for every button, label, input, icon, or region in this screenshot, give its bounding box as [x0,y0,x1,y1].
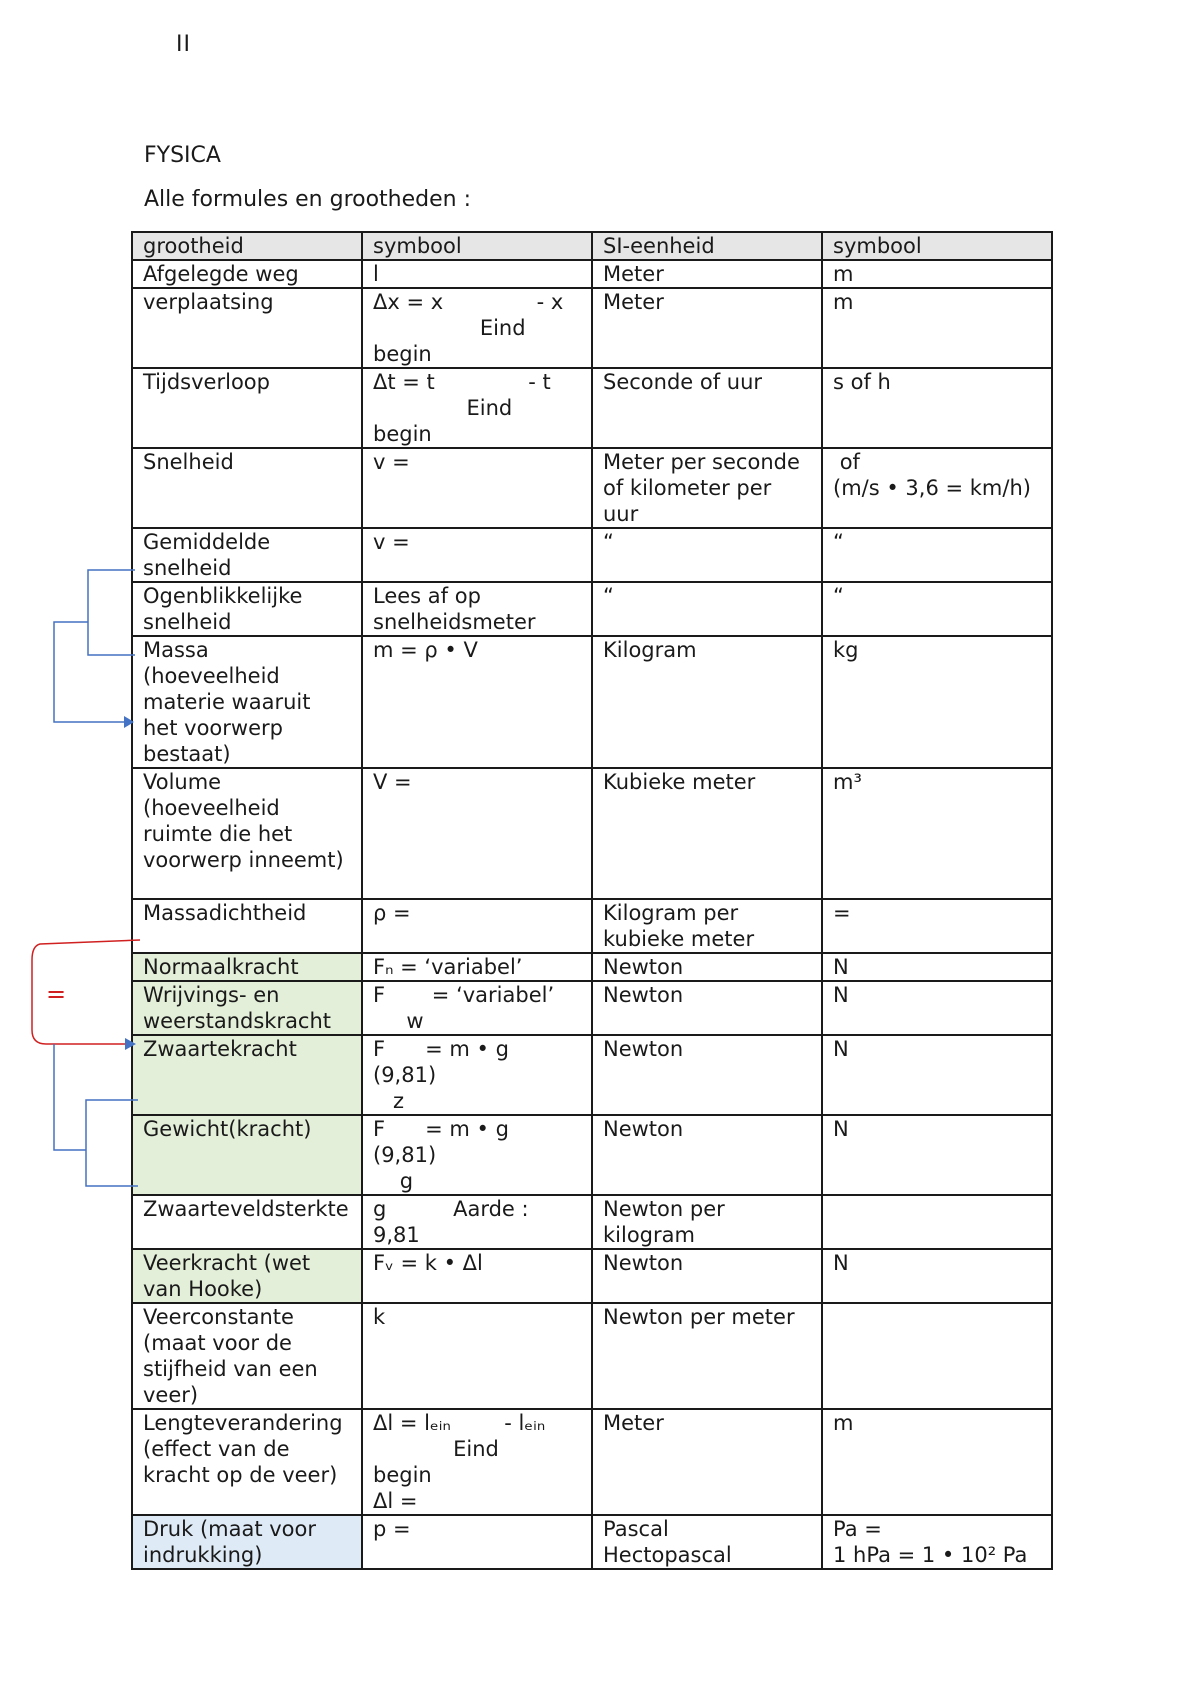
cell-eenheid-symbool: m [822,288,1052,368]
cell-si-eenheid: Newton [592,981,822,1035]
table-header-row [132,232,1052,260]
cell-eenheid-symbool: m³ [822,768,1052,899]
cell-symbool: F = m • g (9,81) g [362,1115,592,1195]
cell-eenheid-symbool: “ [822,582,1052,636]
cell-grootheid: Wrijvings- en weerstandskracht [132,981,362,1035]
formula-table [131,231,1053,1570]
header-grootheid: grootheid [132,232,362,260]
cell-si-eenheid: Meter per seconde of kilometer per uur [592,448,822,528]
table-row [132,448,1052,528]
cell-eenheid-symbool: m [822,260,1052,288]
cell-grootheid: Zwaarteveldsterkte [132,1195,362,1249]
cell-si-eenheid: Newton per kilogram [592,1195,822,1249]
cell-grootheid: Gewicht(kracht) [132,1115,362,1195]
cell-eenheid-symbool: N [822,1035,1052,1115]
table-row [132,1515,1052,1569]
cell-grootheid: Snelheid [132,448,362,528]
cell-symbool: F = ‘variabel’ w [362,981,592,1035]
table-row [132,1115,1052,1195]
cell-symbool: v = [362,448,592,528]
cell-eenheid-symbool: N [822,1249,1052,1303]
table-row [132,528,1052,582]
cell-grootheid: Afgelegde weg [132,260,362,288]
cell-si-eenheid: Kilogram [592,636,822,768]
cell-si-eenheid: Newton [592,953,822,981]
cell-eenheid-symbool: “ [822,528,1052,582]
cell-si-eenheid: “ [592,528,822,582]
cell-eenheid-symbool: N [822,1115,1052,1195]
cell-symbool: ρ = [362,899,592,953]
header-symbool: symbool [362,232,592,260]
table-row [132,260,1052,288]
cell-eenheid-symbool: m [822,1409,1052,1515]
cell-symbool: m = ρ • V [362,636,592,768]
cell-symbool: Δt = t - t Eind begin [362,368,592,448]
cell-grootheid: Lengteverandering (effect van de kracht op de veer) [132,1409,362,1515]
cell-grootheid: Gemiddelde snelheid [132,528,362,582]
table-row [132,1249,1052,1303]
cell-symbool: Fᵥ = k • Δl [362,1249,592,1303]
cell-si-eenheid: Newton [592,1249,822,1303]
cell-grootheid: Tijdsverloop [132,368,362,448]
cell-si-eenheid: Kilogram per kubieke meter [592,899,822,953]
equals-annotation: = [46,980,67,1008]
cell-grootheid: Druk (maat voor indrukking) [132,1515,362,1569]
cell-grootheid: Ogenblikkelijke snelheid [132,582,362,636]
cell-si-eenheid: Kubieke meter [592,768,822,899]
table-row [132,1303,1052,1409]
table-row [132,768,1052,899]
table-row [132,981,1052,1035]
cell-si-eenheid: Meter [592,1409,822,1515]
cell-symbool: g Aarde : 9,81 [362,1195,592,1249]
cell-symbool: l [362,260,592,288]
table-row [132,368,1052,448]
cell-eenheid-symbool: s of h [822,368,1052,448]
page-mark: II [176,32,191,57]
cell-eenheid-symbool: N [822,953,1052,981]
cell-grootheid: Massadichtheid [132,899,362,953]
cell-symbool: v = [362,528,592,582]
blue-bracket-gravity-weight [54,1044,138,1186]
cell-eenheid-symbool [822,1195,1052,1249]
cell-si-eenheid: Seconde of uur [592,368,822,448]
table-row [132,1409,1052,1515]
cell-si-eenheid: Newton per meter [592,1303,822,1409]
cell-symbool: Δl = lₑᵢₙ - lₑᵢₙ Eind begin Δl = [362,1409,592,1515]
cell-si-eenheid: Pascal Hectopascal [592,1515,822,1569]
cell-grootheid: Zwaartekracht [132,1035,362,1115]
cell-grootheid: Massa (hoeveelheid materie waaruit het voorwerp bestaat) [132,636,362,768]
cell-grootheid: Veerkracht (wet van Hooke) [132,1249,362,1303]
table-body [132,260,1052,1569]
table-row [132,582,1052,636]
cell-si-eenheid: Meter [592,260,822,288]
table-row [132,953,1052,981]
document-title: FYSICA [144,143,221,168]
cell-symbool: p = [362,1515,592,1569]
cell-si-eenheid: Newton [592,1115,822,1195]
cell-symbool: Δx = x - x Eind begin [362,288,592,368]
blue-bracket-speed-mass [54,570,135,722]
cell-symbool: F = m • g (9,81) z [362,1035,592,1115]
cell-eenheid-symbool: N [822,981,1052,1035]
cell-grootheid: Volume (hoeveelheid ruimte die het voorwerp inneemt) [132,768,362,899]
cell-si-eenheid: Newton [592,1035,822,1115]
cell-grootheid: Veerconstante (maat voor de stijfheid van een veer) [132,1303,362,1409]
table-row [132,1195,1052,1249]
cell-eenheid-symbool [822,1303,1052,1409]
table-row [132,899,1052,953]
cell-si-eenheid: “ [592,582,822,636]
header-eenheid-symbool: symbool [822,232,1052,260]
header-si-eenheid: SI-eenheid [592,232,822,260]
cell-eenheid-symbool: Pa = 1 hPa = 1 • 10² Pa [822,1515,1052,1569]
cell-symbool: k [362,1303,592,1409]
cell-symbool: V = [362,768,592,899]
cell-grootheid: verplaatsing [132,288,362,368]
cell-symbool: Lees af op snelheidsmeter [362,582,592,636]
document-subtitle: Alle formules en grootheden : [144,187,472,212]
cell-symbool: Fₙ = ‘variabel’ [362,953,592,981]
table-row [132,1035,1052,1115]
cell-si-eenheid: Meter [592,288,822,368]
cell-eenheid-symbool: = [822,899,1052,953]
table-row [132,636,1052,768]
cell-eenheid-symbool: kg [822,636,1052,768]
cell-grootheid: Normaalkracht [132,953,362,981]
table-row [132,288,1052,368]
cell-eenheid-symbool: of (m/s • 3,6 = km/h) [822,448,1052,528]
